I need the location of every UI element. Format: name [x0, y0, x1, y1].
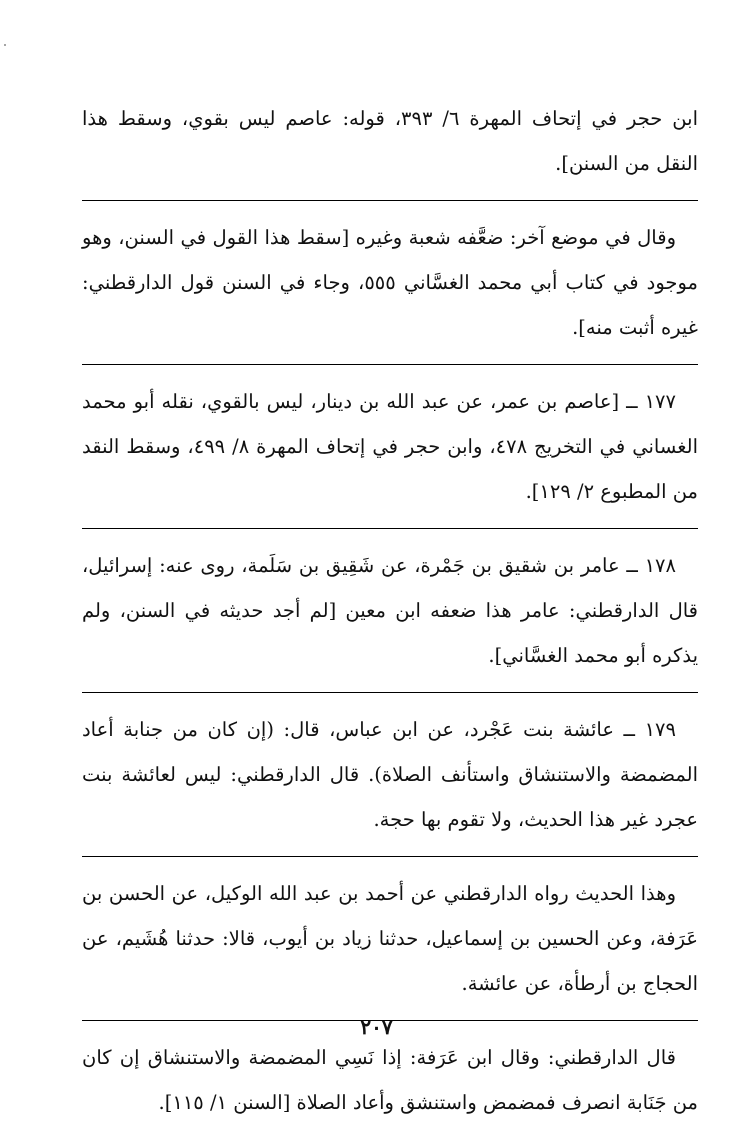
- paragraph-2: [82, 215, 698, 350]
- paragraph-7: [82, 1035, 698, 1125]
- paragraph-2-text: وقال في موضع آخر: ضعَّفه شعبة وغيره [سقط هذا القول في السنن، وهو موجود في كتاب أبي محمد الغسَّاني ٥٥٥، وجاء في السنن قول الدارقطني: غيره أثبت منه].: [82, 226, 698, 339]
- entry-177: [82, 379, 698, 514]
- paragraph-separator: [82, 364, 698, 365]
- paragraph-7-text: قال الدارقطني: وقال ابن عَرَفة: إذا نَسِي المضمضة والاستنشاق إن كان من جَنَابة انصرف فمضمض واستنشق وأعاد الصلاة [السنن ١/ ١١٥].: [82, 1046, 698, 1114]
- scan-speck: [4, 44, 6, 46]
- paragraph-6-text: وهذا الحديث رواه الدارقطني عن أحمد بن عبد الله الوكيل، عن الحسن بن عَرَفة، وعن الحسين بن إسماعيل، حدثنا زياد بن أيوب، قالا: حدثنا هُشَيم، عن الحجاج بن أرطأة، عن عائشة.: [82, 882, 698, 995]
- paragraph-separator: [82, 200, 698, 201]
- entry-178-text: ١٧٨ ــ عامر بن شقيق بن جَمْرة، عن شَقِيق بن سَلَمة، روى عنه: إسرائيل، قال الدارقطني: عامر هذا ضعفه ابن معين [لم أجد حديثه في السنن، ولم يذكره أبو محمد الغسَّاني].: [82, 554, 698, 667]
- entry-179: [82, 707, 698, 842]
- entry-179-text: ١٧٩ ــ عائشة بنت عَجْرد، عن ابن عباس، قال: (إن كان من جنابة أعاد المضمضة والاستنشاق واستأنف الصلاة). قال الدارقطني: ليس لعائشة بنت عجرد غير هذا الحديث، ولا تقوم بها حجة.: [82, 718, 698, 831]
- entry-177-text: ١٧٧ ــ [عاصم بن عمر، عن عبد الله بن دينار، ليس بالقوي، نقله أبو محمد الغساني في التخريج ٤٧٨، وابن حجر في إتحاف المهرة ٨/ ٤٩٩، وسقط النقد من المطبوع ٢/ ١٢٩].: [82, 390, 698, 503]
- page-number: ٢٠٧: [360, 1015, 393, 1039]
- entry-178: [82, 543, 698, 678]
- paragraph-separator: [82, 692, 698, 693]
- paragraph-6: [82, 871, 698, 1006]
- paragraph-separator: [82, 528, 698, 529]
- paragraph-separator: [82, 856, 698, 857]
- paragraph-1: ابن حجر في إتحاف المهرة ٦/ ٣٩٣، قوله: عاصم ليس بقوي، وسقط هذا النقل من السنن].: [82, 107, 698, 175]
- body-text: [82, 96, 698, 1125]
